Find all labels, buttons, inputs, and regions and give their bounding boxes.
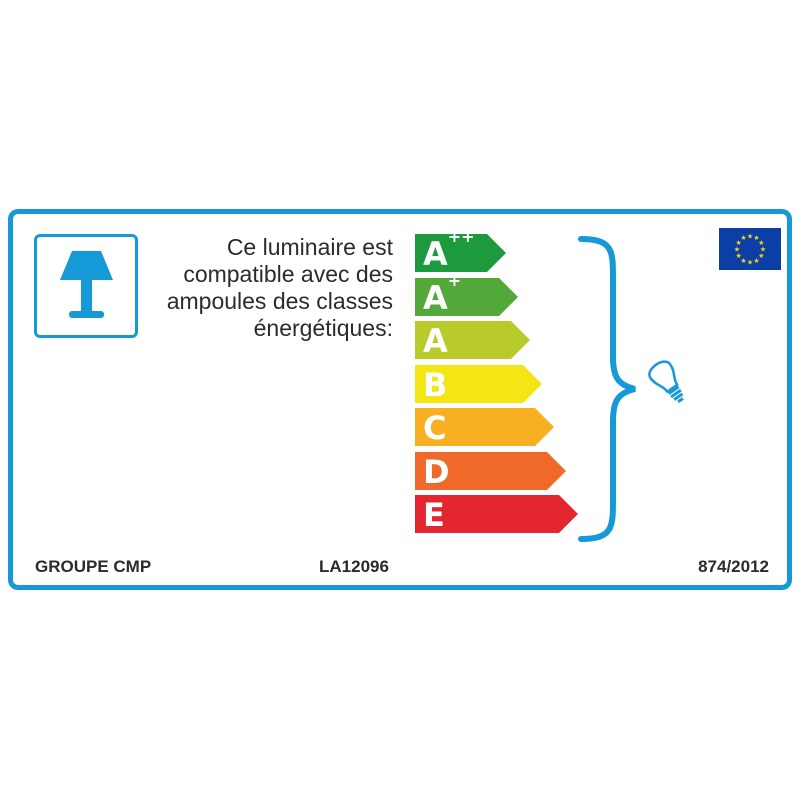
energy-class-letter: A+	[423, 270, 462, 317]
eu-star: ★	[740, 257, 747, 265]
energy-class-bar	[415, 408, 555, 446]
table-lamp-icon	[37, 237, 135, 335]
energy-label	[8, 209, 792, 590]
brand-name: GROUPE CMP	[35, 557, 152, 576]
compatibility-text	[163, 234, 393, 342]
eu-star: ★	[733, 246, 741, 254]
energy-class-letter: E	[423, 496, 445, 534]
regulation-number: 874/2012	[698, 557, 769, 576]
description-line: énergétiques:	[253, 315, 393, 341]
lamp-icon-box	[34, 234, 138, 338]
energy-class-letter: A++	[423, 227, 475, 273]
description-line: Ce luminaire est	[226, 234, 393, 260]
energy-class-bar	[415, 270, 519, 317]
eu-star: ★	[758, 253, 765, 260]
energy-class-bar	[415, 227, 507, 273]
eu-star: ★	[740, 235, 747, 243]
eu-star: ★	[753, 257, 760, 265]
curly-brace-icon	[573, 229, 643, 549]
energy-class-letter: C	[423, 409, 447, 447]
energy-class-bar	[415, 495, 579, 533]
energy-class-letter: A	[423, 322, 448, 360]
eu-star: ★	[746, 233, 754, 241]
light-bulb-icon	[638, 354, 708, 414]
energy-class-superscript: +	[447, 270, 462, 290]
eu-star: ★	[746, 259, 754, 267]
energy-class-superscript: ++	[447, 227, 475, 246]
model-number: LA12096	[319, 557, 389, 576]
energy-class-bar	[415, 365, 543, 403]
energy-class-bar	[415, 321, 531, 359]
eu-star: ★	[753, 235, 760, 243]
eu-flag-icon	[719, 228, 781, 270]
description-line: compatible avec des	[183, 261, 393, 287]
description-line: ampoules des classes	[166, 288, 393, 314]
eu-star: ★	[758, 240, 765, 247]
energy-class-bar	[415, 452, 567, 490]
energy-class-letter: D	[423, 452, 450, 491]
eu-star: ★	[759, 246, 767, 254]
eu-star: ★	[735, 253, 742, 260]
eu-star: ★	[735, 240, 742, 247]
energy-class-letter: B	[423, 365, 448, 404]
